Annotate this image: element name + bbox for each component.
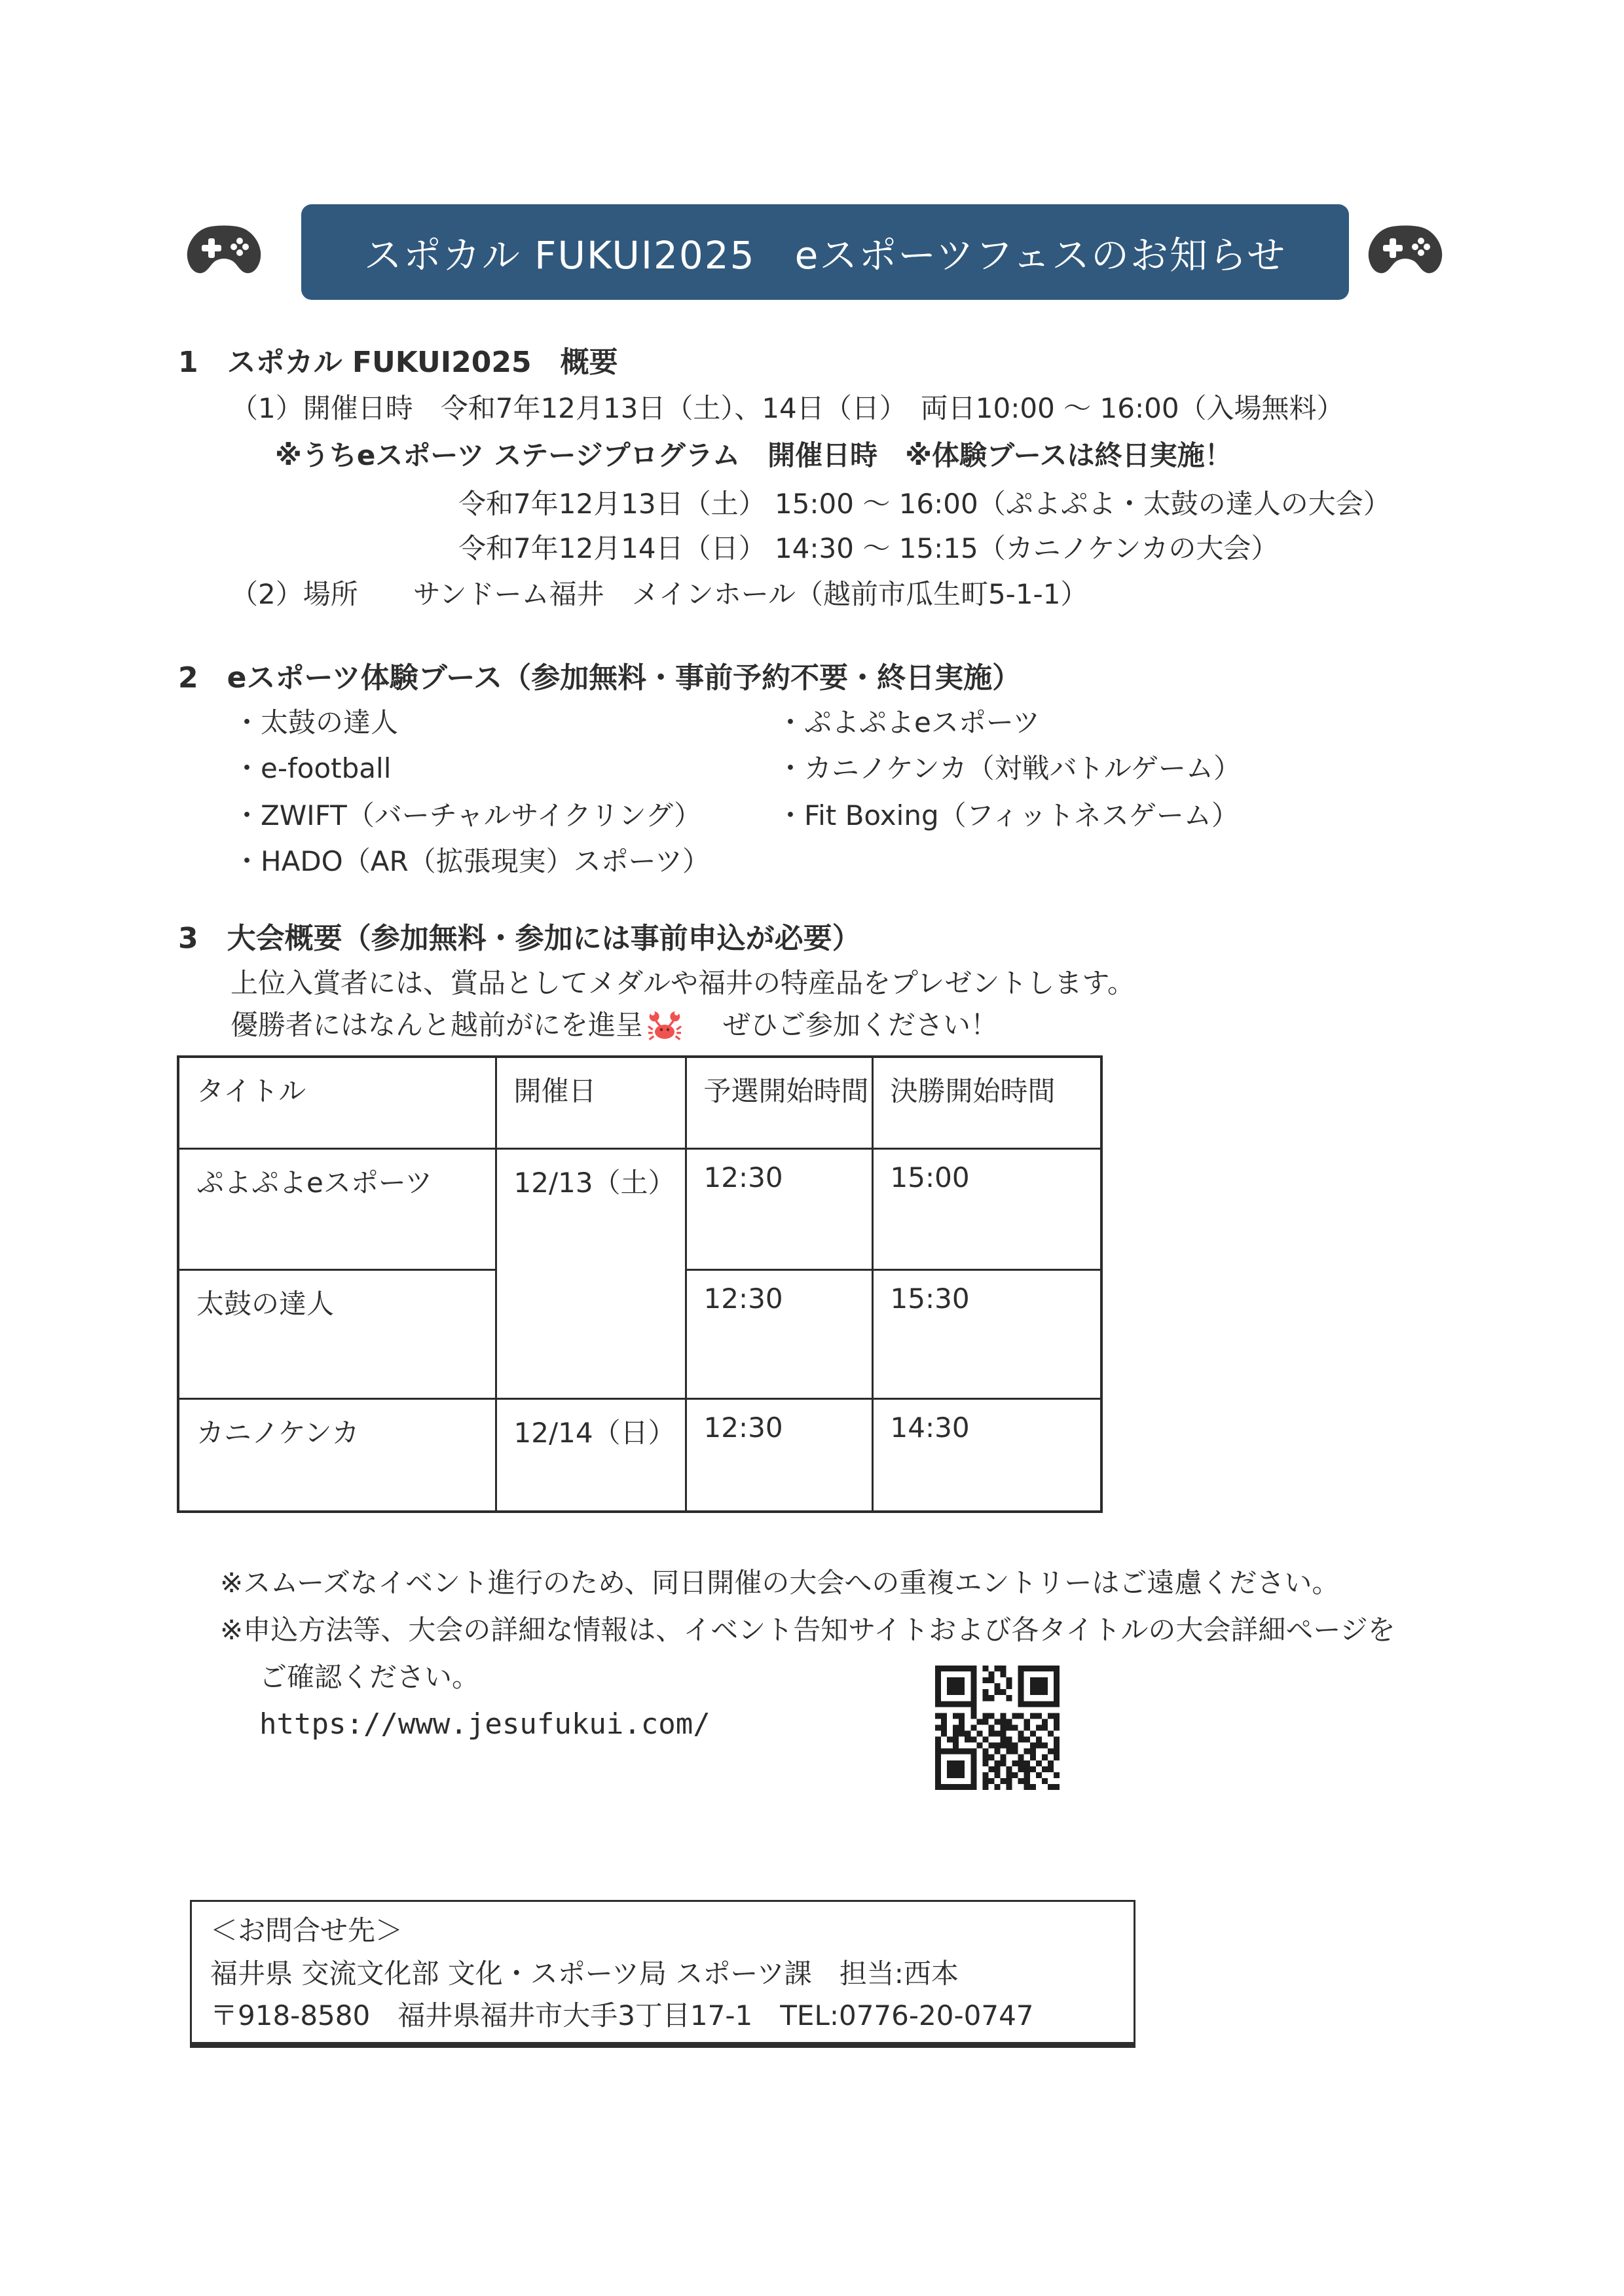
cell-title: ぷよぷよeスポーツ (178, 1148, 496, 1269)
cell-qualifier: 12:30 (686, 1269, 872, 1398)
booth-item: ・HADO（AR（拡張現実）スポーツ） (233, 845, 710, 877)
section3-heading: 3 大会概要（参加無料・参加には事前申込が必要） (178, 922, 861, 955)
prize-line: 上位入賞者には、賞品としてメダルや福井の特産品をプレゼントします。 (231, 967, 1135, 999)
crab-prize-line (231, 1008, 998, 1043)
crab-prize-text-before: 優勝者にはなんと越前がにを進呈 (231, 1009, 644, 1041)
event-site-url: https://www.jesufukui.com/ (259, 1707, 710, 1741)
cell-date-merged: 12/13（土） (496, 1148, 686, 1398)
col-header-title: タイトル (178, 1057, 496, 1148)
page-title: スポカル FUKUI2025 eスポーツフェスのお知らせ (363, 233, 1287, 278)
col-header-final-time: 決勝開始時間 (872, 1057, 1101, 1148)
cell-qualifier: 12:30 (686, 1398, 872, 1512)
section1-place-line: （2）場所 サンドーム福井 メインホール（越前市瓜生町5-1-1） (231, 578, 1088, 610)
booth-item: ・ZWIFT（バーチャルサイクリング） (233, 799, 702, 831)
booth-item: ・e-football (233, 752, 392, 784)
cell-date: 12/14（日） (496, 1398, 686, 1512)
contact-address-tel: 〒918-8580 福井県福井市大手3丁目17-1 TEL:0776-20-0747 (210, 1999, 1034, 2032)
contact-title: ＜お問合せ先＞ (210, 1914, 403, 1946)
note-details: ※申込方法等、大会の詳細な情報は、イベント告知サイトおよび各タイトルの大会詳細ページを (220, 1614, 1395, 1646)
cell-final: 15:00 (872, 1148, 1101, 1269)
col-header-date: 開催日 (496, 1057, 686, 1148)
cell-final: 14:30 (872, 1398, 1101, 1512)
table-row (178, 1148, 1101, 1269)
cell-qualifier: 12:30 (686, 1148, 872, 1269)
section1-stage-note: ※うちeスポーツ ステージプログラム 開催日時 ※体験ブースは終日実施！ (275, 439, 1232, 471)
section1-stage-day2: 令和7年12月14日（日） 14:30 ～ 15:15（カニノケンカの大会） (458, 532, 1279, 564)
crab-prize-text-after: ぜひご参加ください！ (723, 1009, 999, 1041)
booth-item: ・ぷよぷよeスポーツ (777, 706, 1041, 738)
contact-box (190, 1900, 1135, 2048)
section1-stage-day1: 令和7年12月13日（土） 15:00 ～ 16:00（ぷよぷよ・太鼓の達人の大会） (458, 488, 1391, 520)
section1-heading: 1 スポカル FUKUI2025 概要 (178, 346, 618, 379)
gamepad-icon (1366, 221, 1445, 278)
crab-icon (647, 1009, 682, 1042)
title-banner (301, 204, 1349, 300)
section1-datetime-line: （1）開催日時 令和7年12月13日（土）、14日（日） 両日10:00 ～ 16:00（入場無料） (231, 392, 1344, 424)
qr-code (935, 1666, 1060, 1790)
booth-item: ・カニノケンカ（対戦バトルゲーム） (777, 752, 1241, 784)
section2-heading: 2 eスポーツ体験ブース（参加無料・事前予約不要・終日実施） (178, 661, 1022, 695)
cell-title: カニノケンカ (178, 1398, 496, 1512)
booth-item: ・Fit Boxing（フィットネスゲーム） (777, 799, 1239, 831)
booth-item: ・太鼓の達人 (233, 706, 399, 738)
note-details-cont: ご確認ください。 (259, 1661, 480, 1693)
note-duplicate-entry: ※スムーズなイベント進行のため、同日開催の大会への重複エントリーはご遠慮ください。 (220, 1567, 1340, 1599)
tournament-schedule-table (177, 1055, 1103, 1513)
contact-department: 福井県 交流文化部 文化・スポーツ局 スポーツ課 担当:西本 (210, 1958, 959, 1990)
cell-title: 太鼓の達人 (178, 1269, 496, 1398)
cell-final: 15:30 (872, 1269, 1101, 1398)
col-header-qualifier-time: 予選開始時間 (686, 1057, 872, 1148)
gamepad-icon (185, 221, 263, 278)
table-row (178, 1398, 1101, 1512)
